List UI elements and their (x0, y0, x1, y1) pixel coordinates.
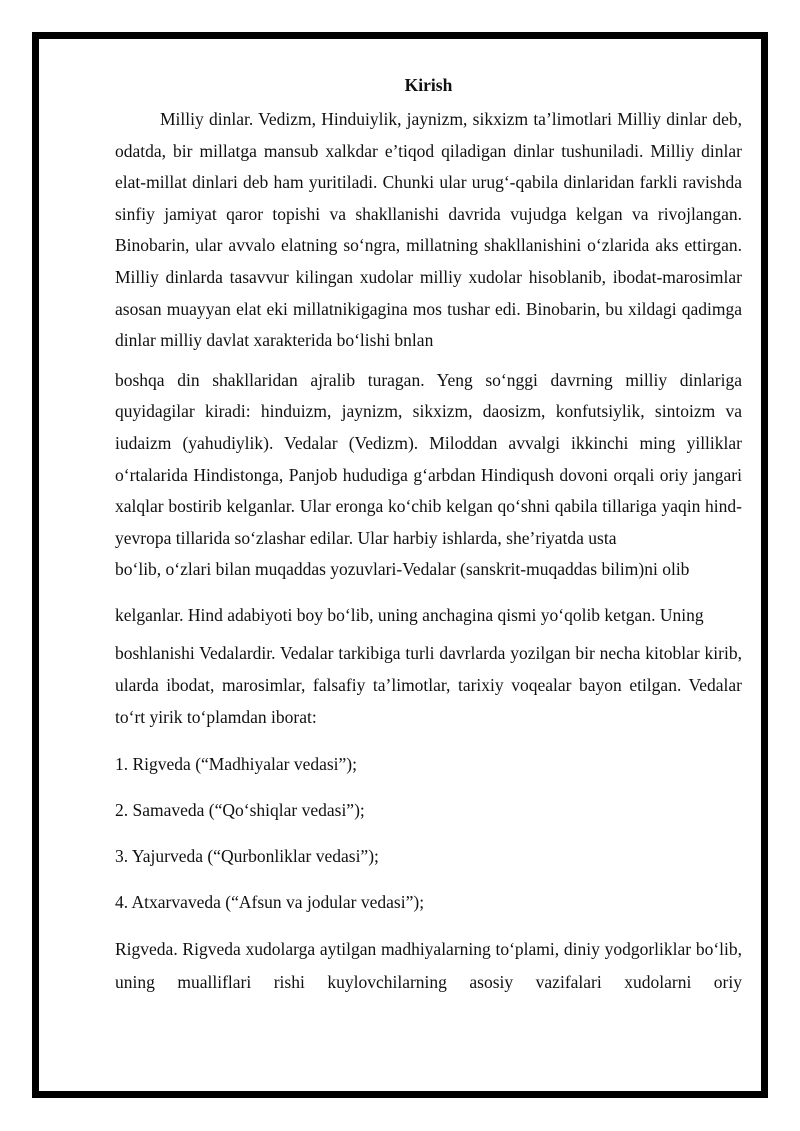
document-heading: Kirish (404, 75, 453, 95)
list-item-rigveda: 1. Rigveda (“Madhiyalar vedasi”); (115, 754, 357, 775)
list-item-atxarvaveda: 4. Atxarvaveda (“Afsun va jodular vedasi”); (115, 892, 425, 913)
veda-list (115, 749, 742, 933)
paragraph-vedalar: boshqa din shakllaridan ajralib turagan. Yeng so‘nggi davrning milliy dinlariga quyidagilar kiradi: hinduizm, jaynizm, sikxizm, daosizm, konfutsiylik, sintoizm va iudaizm (yahudiylik). Vedalar (Vedizm). Miloddan avvalgi ikkinchi ming yilliklar o‘rtalarida Hindistonga, Panjob hududiga g‘arbdan Hindiqush dovoni orqali oriy jangari xalqlar bostirib kelganlar. Ular eronga ko‘chib kelgan qo‘shni qabila tillariga yaqin hind-yevropa tillarida so‘zlashar edilar. Ular harbiy ishlarda, she’riyatda usta (115, 369, 742, 548)
list-item-samaveda: 2. Samaveda (“Qo‘shiqlar vedasi”); (115, 800, 365, 821)
list-item-yajurveda: 3. Yajurveda (“Qurbonliklar vedasi”); (115, 846, 379, 867)
paragraph-vedalar-tarkibi: boshlanishi Vedalardir. Vedalar tarkibiga turli davrlarda yozilgan bir necha kitoblar kirib, ularda ibodat, marosimlar, falsafiy ta’limotlar, tarixiy voqealar bayon etilgan. Vedalar to‘rt yirik to‘plamdan iborat: (115, 643, 742, 727)
document-body (115, 72, 742, 999)
paragraph-hind-adabiyoti: kelganlar. Hind adabiyoti boy bo‘lib, uning anchagina qismi yo‘qolib ketgan. Uning (115, 605, 704, 626)
paragraph-milliy-dinlar: Milliy dinlar. Vedizm, Hinduiylik, jaynizm, sikxizm ta’limotlari Milliy dinlar deb, odatda, bir millatga mansub xalkdar e’tiqod qiladigan dinlar tushuniladi. Milliy dinlar elat-millat dinlari deb ham yuritiladi. Chunki ular urug‘-qabila dinlaridan farkli ravishda sinfiy jamiyat qaror topishi va shakllanishi davrida vujudga kelgan va rivojlangan. Binobarin, ular avvalo elatning so‘ngra, millatning shakllanishini o‘zlarida aks ettirgan. Milliy dinlarda tasavvur kilingan xudolar milliy xudolar hisoblanib, ibodat-marosimlar asosan muayyan elat eki millatnikigagina mos tushar edi. Binobarin, bu xildagi qadimga dinlar milliy davlat xarakterida bo‘lishi bnlan (115, 109, 742, 351)
paragraph-rigveda: Rigveda. Rigveda xudolarga aytilgan madhiyalarning to‘plami, diniy yodgorliklar bo‘lib, uning mualliflari rishi kuylovchilarning asosiy vazifalari xudolarni oriy (115, 939, 742, 993)
paragraph-muqaddas-yozuvlar: bo‘lib, o‘zlari bilan muqaddas yozuvlari-Vedalar (sanskrit-muqaddas bilim)ni olib (115, 559, 690, 580)
